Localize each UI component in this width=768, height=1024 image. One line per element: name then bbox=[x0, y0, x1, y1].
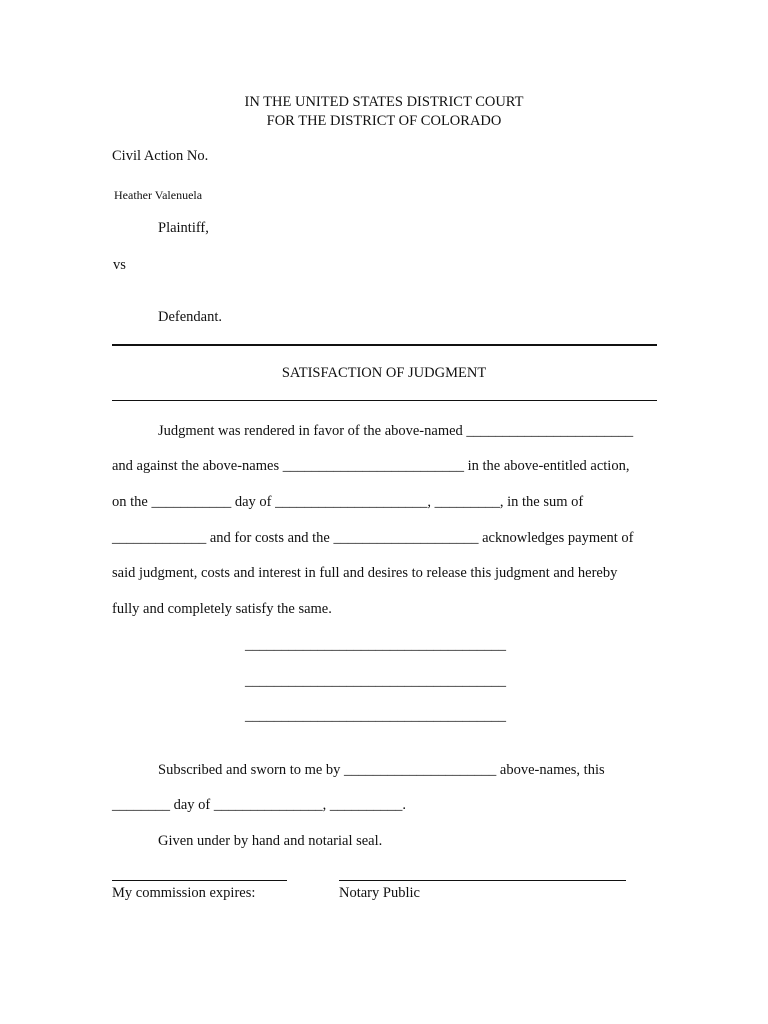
body-line-3: on the ___________ day of _____________________, _________, in the sum of bbox=[112, 494, 584, 510]
versus-label: vs bbox=[113, 257, 126, 273]
plaintiff-label: Plaintiff, bbox=[158, 220, 209, 236]
body-line-5: said judgment, costs and interest in full and desires to release this judgment and hereby bbox=[112, 565, 618, 581]
title-bottom-rule bbox=[112, 400, 657, 401]
body-line-2: and against the above-names _________________________ in the above-entitled action, bbox=[112, 458, 630, 474]
commission-expires-label: My commission expires: bbox=[112, 885, 256, 901]
body-line-6: fully and completely satisfy the same. bbox=[112, 601, 332, 617]
notarial-seal-line: Given under by hand and notarial seal. bbox=[158, 833, 383, 849]
court-name: IN THE UNITED STATES DISTRICT COURT bbox=[244, 94, 524, 110]
plaintiff-name: Heather Valenuela bbox=[114, 188, 203, 202]
title-top-rule bbox=[112, 344, 657, 346]
court-district: FOR THE DISTRICT OF COLORADO bbox=[266, 113, 502, 129]
sworn-date-line: ________ day of _______________, __________. bbox=[112, 797, 407, 813]
notary-signature-blank bbox=[339, 880, 626, 881]
sworn-line: Subscribed and sworn to me by _____________________ above-names, this bbox=[158, 762, 605, 778]
notary-public-label: Notary Public bbox=[339, 885, 420, 901]
signature-line-2: ____________________________________ bbox=[245, 673, 506, 689]
body-line-1: Judgment was rendered in favor of the above-named _______________________ bbox=[158, 423, 634, 439]
signature-line-3: ____________________________________ bbox=[245, 708, 506, 724]
defendant-label: Defendant. bbox=[158, 309, 223, 325]
signature-line-1: ____________________________________ bbox=[245, 637, 506, 653]
document-title: SATISFACTION OF JUDGMENT bbox=[281, 365, 487, 381]
commission-signature-blank bbox=[112, 880, 287, 881]
body-line-4: _____________ and for costs and the ____________________ acknowledges payment of bbox=[112, 530, 634, 546]
civil-action-label: Civil Action No. bbox=[112, 148, 209, 164]
